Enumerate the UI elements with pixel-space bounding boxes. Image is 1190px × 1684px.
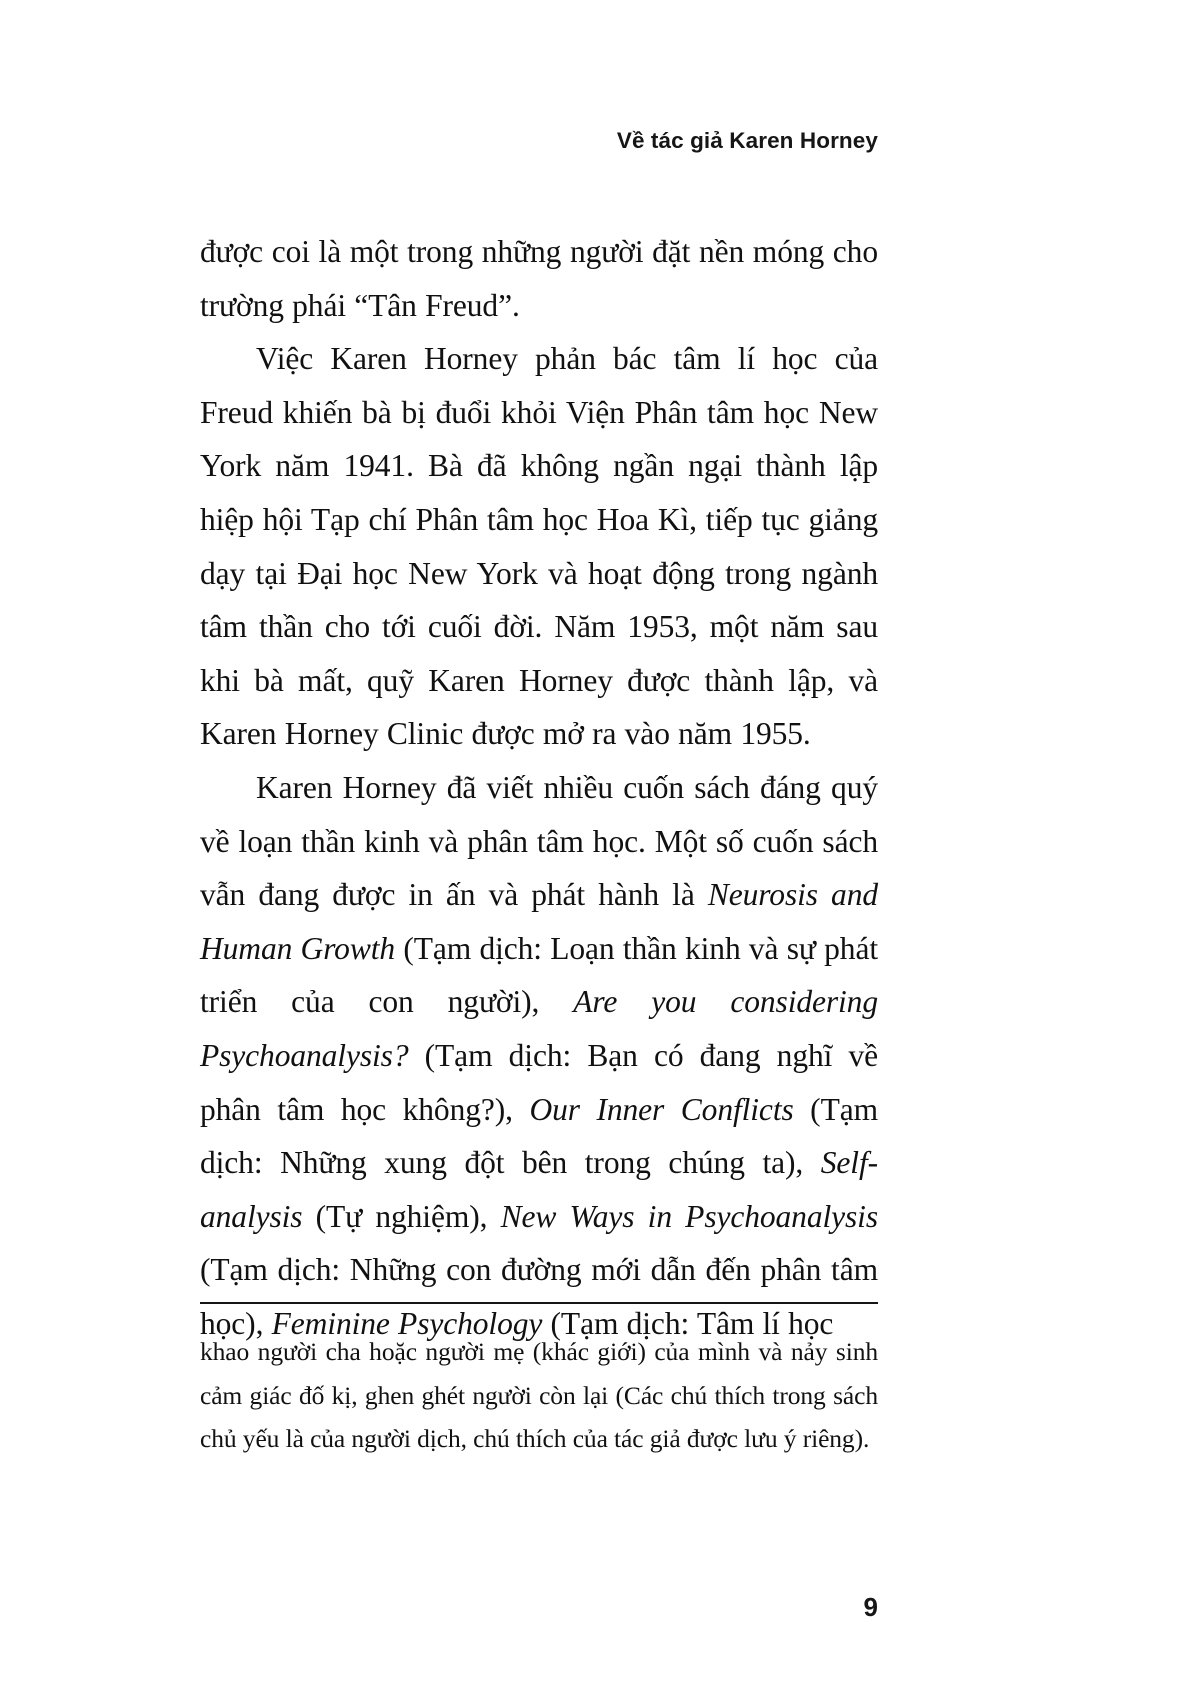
book-title-italic: Our Inner Conflicts bbox=[529, 1091, 794, 1127]
running-head: Về tác giả Karen Horney bbox=[616, 128, 878, 153]
paragraph: được coi là một trong những người đặt nền móng cho trường phái “Tân Freud”. bbox=[200, 234, 878, 323]
book-title-italic: Are you considering Psychoanalysis? bbox=[200, 984, 878, 1073]
book-title-italic: New Ways in Psychoanalysis bbox=[500, 1198, 878, 1234]
footnote-text: khao người cha hoặc người mẹ (khác giới) của mình và nảy sinh cảm giác đố kị, ghen ghét người còn lại (Các chú thích trong sách chủ yếu là của người dịch, chú thích của tác giả được lưu ý riêng). bbox=[200, 1337, 878, 1453]
footnote-block bbox=[200, 1330, 878, 1461]
body-text-block bbox=[200, 225, 878, 1350]
book-title-italic: Feminine Psychology bbox=[271, 1305, 543, 1341]
book-title-italic: Neurosis and Human Growth bbox=[200, 877, 878, 966]
paragraph: Việc Karen Horney phản bác tâm lí học của Freud khiến bà bị đuổi khỏi Viện Phân tâm học New York năm 1941. Bà đã không ngần ngại thành lập hiệp hội Tạp chí Phân tâm học Hoa Kì, tiếp tục giảng dạy tại Đại học New York và hoạt động trong ngành tâm thần cho tới cuối đời. Năm 1953, một năm sau khi bà mất, quỹ Karen Horney được thành lập, và Karen Horney Clinic được mở ra vào năm 1955. bbox=[200, 341, 878, 752]
paragraph: Karen Horney đã viết nhiều cuốn sách đáng quý về loạn thần kinh và phân tâm học. Một số cuốn sách vẫn đang được in ấn và phát hành là Neurosis and Human Growth (Tạm dịch: Loạn thần kinh và sự phát triển của con người), Are you considering Psychoanalysis? (Tạm dịch: Bạn có đang nghĩ về phân tâm học không?), Our Inner Conflicts (Tạm dịch: Những xung đột bên trong chúng ta), Self-analysis (Tự nghiệm), New Ways in Psychoanalysis (Tạm dịch: Những con đường mới dẫn đến phân tâm học), Feminine Psychology (Tạm dịch: Tâm lí học bbox=[200, 769, 878, 1341]
footnote-separator-rule bbox=[200, 1302, 878, 1304]
page-number: 9 bbox=[863, 1592, 878, 1622]
book-title-italic: Self-analysis bbox=[200, 1145, 878, 1234]
